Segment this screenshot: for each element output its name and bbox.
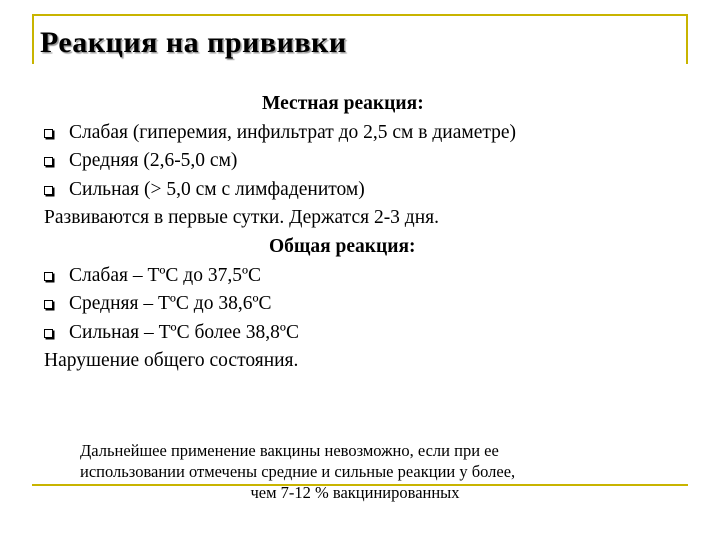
- square-bullet-icon: [44, 329, 53, 338]
- local-item-mild: [44, 119, 684, 148]
- footer-note: [80, 440, 670, 503]
- square-bullet-icon: [44, 129, 53, 138]
- square-bullet-icon: [44, 157, 53, 166]
- footer-note-line-3: чем 7-12 % вакцинированных: [250, 483, 460, 502]
- right-accent-line: [686, 14, 688, 64]
- general-item-moderate-text: Средняя – ТºС до 38,6ºС: [69, 293, 272, 315]
- local-reaction-heading: Местная реакция:: [262, 93, 424, 114]
- footer-note-line-1: Дальнейшее применение вакцины невозможно, если при ее: [80, 441, 499, 460]
- slide-body: [44, 90, 684, 376]
- slide-title: Реакция на прививки: [40, 26, 347, 59]
- general-item-strong-text: Сильная – ТºС более 38,8ºС: [69, 321, 299, 343]
- local-item-strong: [44, 176, 684, 205]
- general-item-moderate: [44, 290, 684, 319]
- local-item-moderate: [44, 147, 684, 176]
- local-item-strong-text: Сильная (> 5,0 см с лимфаденитом): [69, 178, 365, 200]
- general-item-mild-text: Слабая – ТºС до 37,5ºС: [69, 264, 262, 286]
- square-bullet-icon: [44, 272, 53, 281]
- general-item-strong: [44, 319, 684, 348]
- local-reaction-note: Развиваются в первые сутки. Держатся 2-3 дня.: [44, 207, 440, 229]
- square-bullet-icon: [44, 186, 53, 195]
- square-bullet-icon: [44, 300, 53, 309]
- general-reaction-note: Нарушение общего состояния.: [44, 350, 299, 372]
- local-item-mild-text: Слабая (гиперемия, инфильтрат до 2,5 см в диаметре): [69, 121, 517, 143]
- local-item-moderate-text: Средняя (2,6-5,0 см): [69, 150, 238, 172]
- footer-note-line-2: использовании отмечены средние и сильные реакции у более,: [80, 462, 516, 481]
- general-item-mild: [44, 262, 684, 291]
- top-divider: [32, 14, 688, 16]
- general-reaction-heading: Общая реакция:: [269, 235, 416, 257]
- left-accent-line: [32, 14, 34, 64]
